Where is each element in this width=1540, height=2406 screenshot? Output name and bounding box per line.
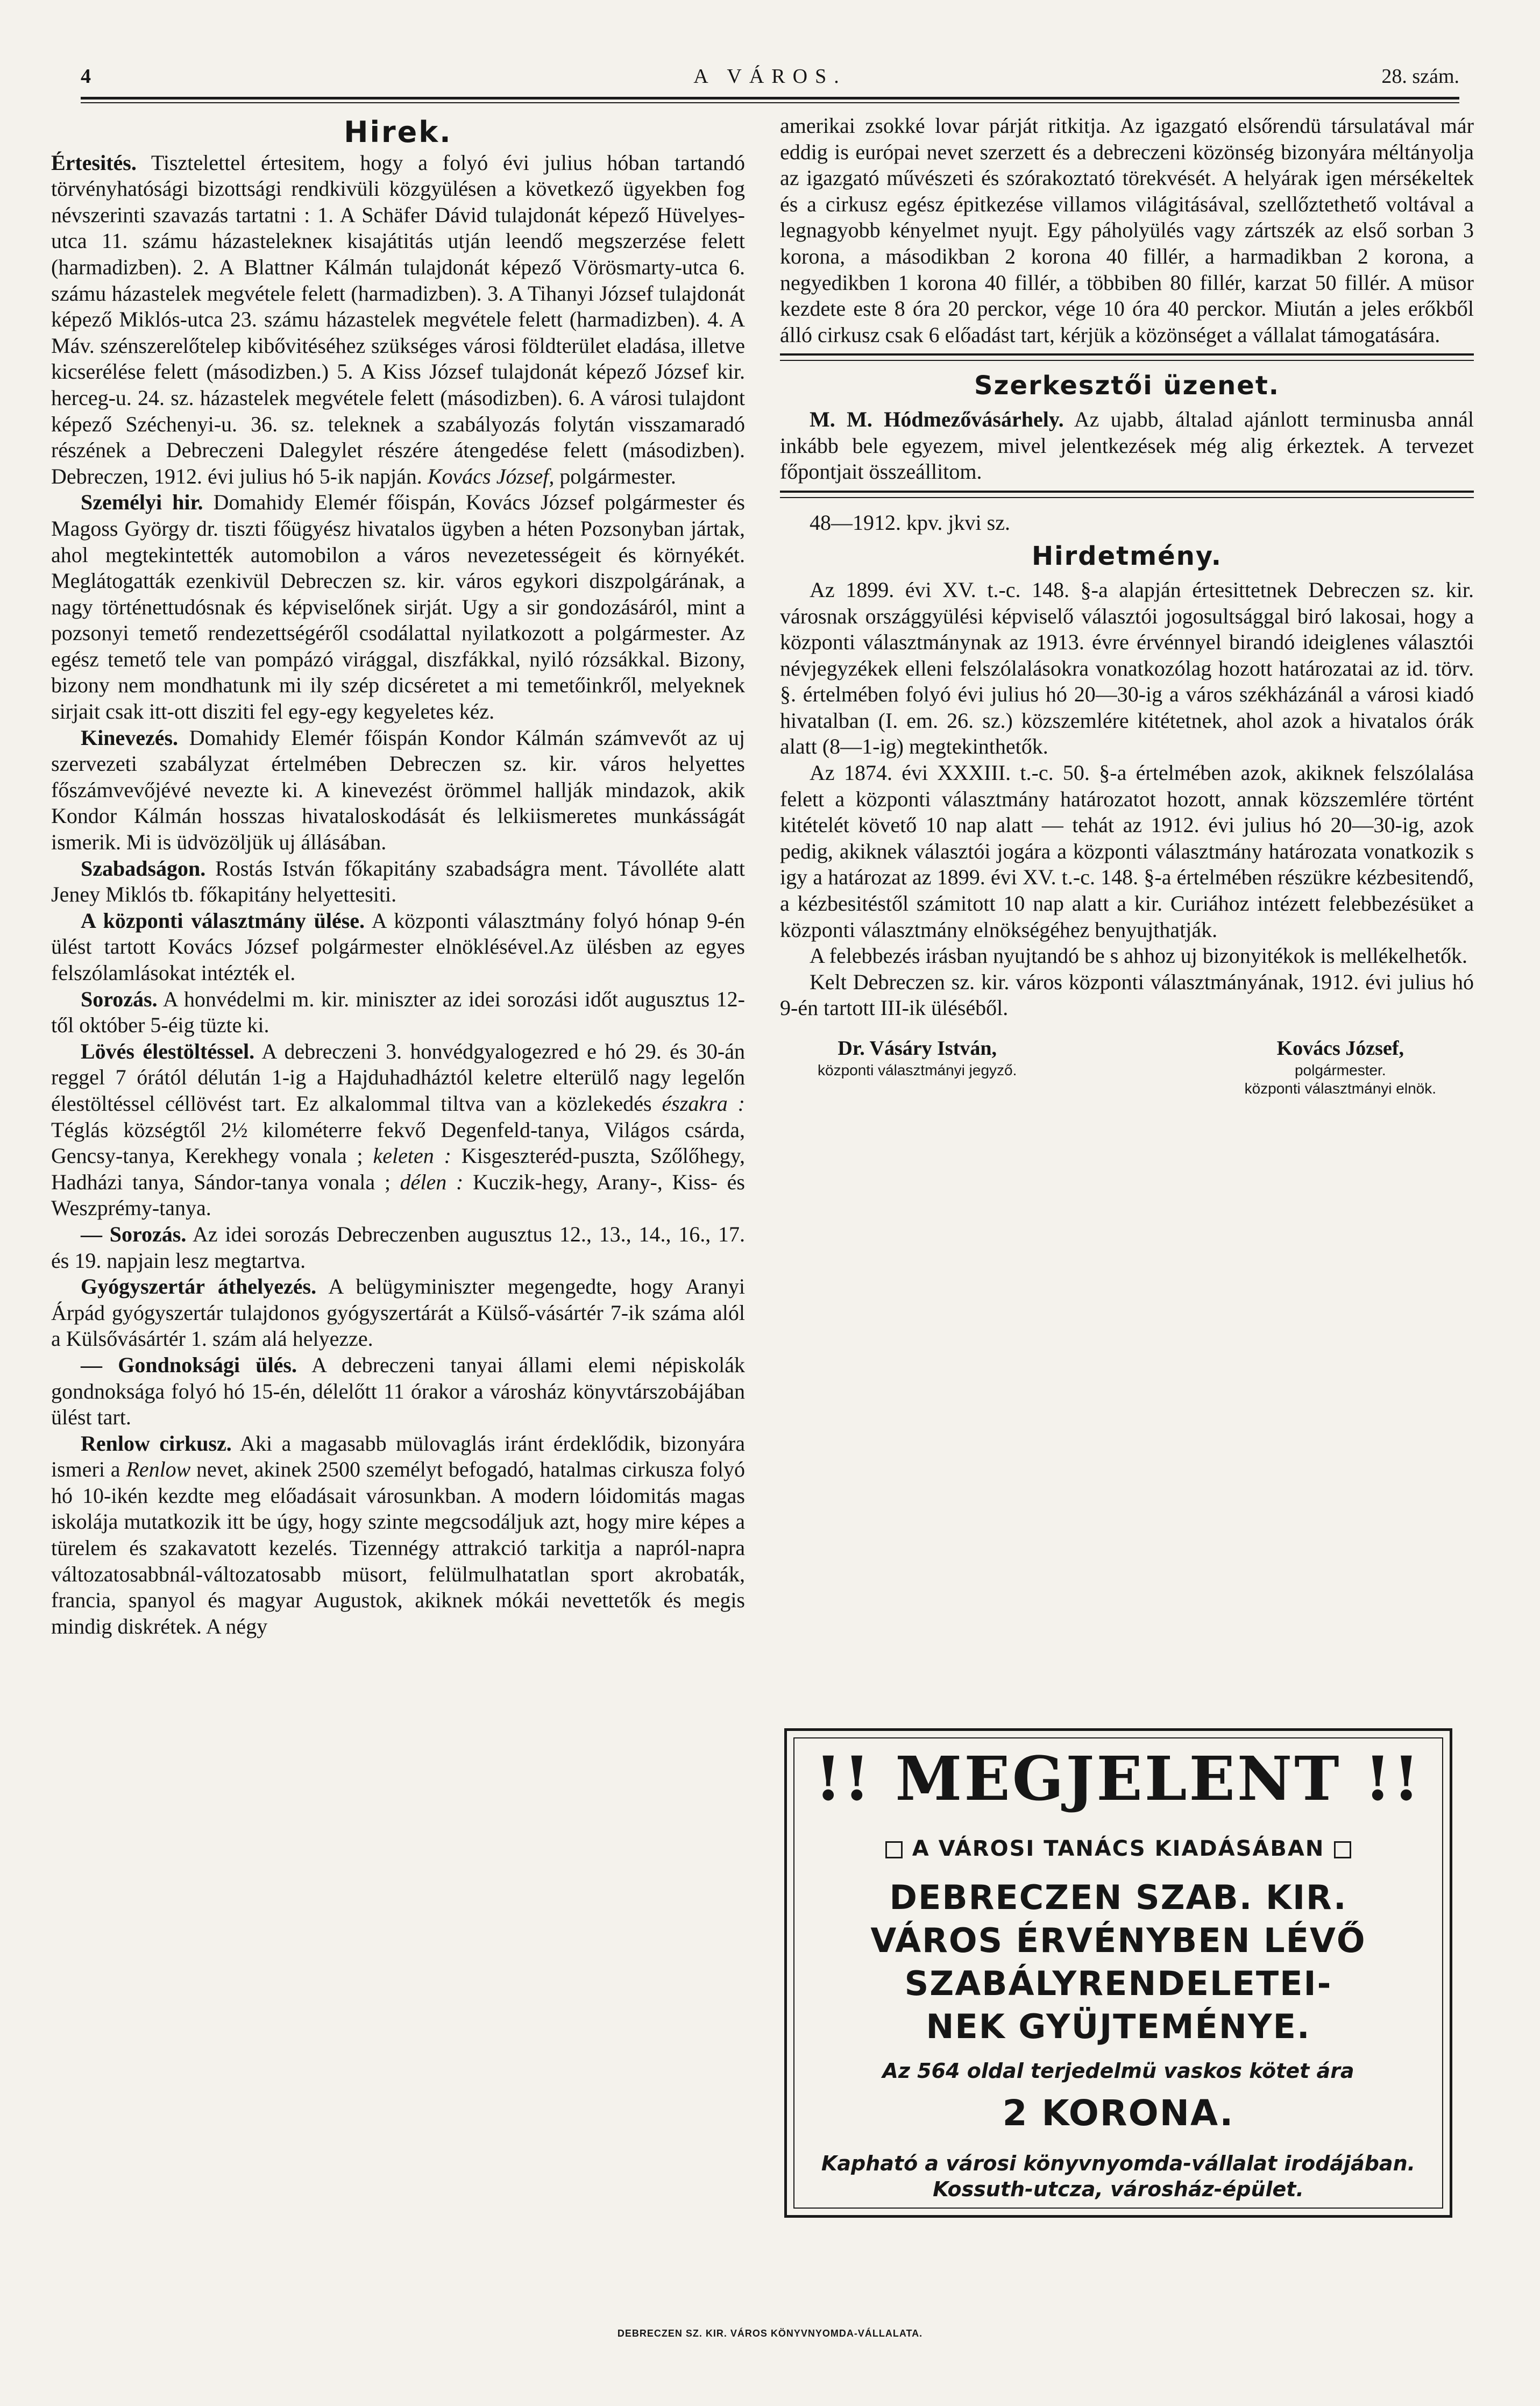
advertisement-box	[784, 1728, 1452, 2218]
issue-number: 28. szám.	[1381, 65, 1459, 88]
notice-paragraph: Kelt Debreczen sz. kir. város központi választmányának, 1912. évi julius hó 9-én tartott III-ik üléséből.	[780, 969, 1474, 1020]
ad-price: 2 KORONA.	[1002, 2092, 1234, 2134]
news-item: Renlow cirkusz. Aki a magasabb mülovaglás iránt érdeklődik, bizonyára ismeri a Renlow nevet, akinek 2500 személyt befogadó, hatalmas cirkusza folyó hó 10-ikén kezdte meg előadásait városunkban. A modern lóidomitás magas iskolája mutatkozik itt be úgy, hogy szinte megcsodáljuk azt, hogy mire képes a türelem és szakavatott kezelés. Tizennégy attrakció tarkitja a napról-napra változatosabbnál-változatosabb müsort, felülmulhatatlan sport akrobaták, francia, spanyol és magyar Augustok, akiknek mókái nevettetők és megis mindig diskrétek. A négy	[51, 1431, 746, 1638]
printer-imprint: DEBRECZEN SZ. KIR. VÁROS KÖNYVNYOMDA-VÁLLALATA.	[617, 2328, 923, 2339]
notice-title: Hirdetmény.	[1031, 541, 1222, 572]
ad-headline: !! MEGJELENT !!	[815, 1744, 1422, 1814]
news-section-title: Hirek.	[344, 115, 452, 149]
ad-publisher: A VÁROSI TANÁCS KIADÁSÁBAN	[787, 1836, 1450, 1861]
header-rule	[81, 97, 1459, 100]
square-bullet-icon	[1334, 1841, 1351, 1858]
ad-where-to-buy: Kapható a városi könyvnyomda-vállalat irodájában. Kossuth-utcza, városház-épület.	[821, 2152, 1416, 2201]
news-item: Sorozás. A honvédelmi m. kir. miniszter az idei sorozási időt augusztus 12-től október 5-éig tüzte ki.	[51, 986, 745, 1038]
header-rule-thin	[81, 102, 1459, 103]
ad-book-title: DEBRECZEN SZAB. KIR. VÁROS ÉRVÉNYBEN LÉVŐ SZABÁLYRENDELETEI- NEK GYÜJTEMÉNYE.	[870, 1878, 1366, 2046]
notice-signatures	[780, 1035, 1474, 1098]
editor-section-title: Szerkesztői üzenet.	[974, 371, 1280, 401]
square-bullet-icon	[885, 1841, 903, 1858]
news-item: Lövés élestöltéssel. A debreczeni 3. honvédgyalogezred e hó 29. és 30-án reggel 7 órától délután 1-ig a Hajduhadháztól keletre elterülő nagy legelőn élestöltéssel céllövést tart. Ez alkalommal tiltva van a közlekedés északra : Téglás községtől 2½ kilométerre fekvő Degenfeld-tanya, Világos csárda, Gencsy-tanya, Kerekhegy vonala ; keleten : Kisgeszteréd-puszta, Szőlőhegy, Hadházi tanya, Sándor-tanya vonala ; délen : Kuczik-hegy, Arany-, Kiss- és Weszprémy-tanya.	[51, 1039, 746, 1220]
section-rule-thin	[780, 497, 1474, 498]
news-item: Személyi hir. Domahidy Elemér főispán, Kovács József polgármester és Magoss György dr. tiszti főügyész hivatalos ügyben a héten Pozsonyban jártak, ahol megtekintették automobilon a város nevezetességeit és környékét. Meglátogatták ezenkivül Debreczen sz. kir. város egykori diszpolgárának, a nagy történettudósnak és képviselőnek sirját. Ugy a sir gondozásáról, mint a pozsonyi temető rendezettségéről csodálattal nyilatkozott a polgármester. Az egész temető tele van pompázó virággal, diszfákkal, nyiló rózsákkal. Bizony, bizony nem mondhatunk mi ily szép dicséretet a mi temetőinkről, melyeknek sirjait csak itt-ott disziti fel egy-egy kegyeletes kéz.	[51, 490, 745, 724]
section-rule	[780, 353, 1474, 356]
newspaper-title: A VÁROS.	[693, 65, 847, 88]
page-header	[81, 65, 1459, 97]
page-number: 4	[81, 65, 91, 88]
news-item: A központi választmány ülése. A központi választmány folyó hónap 9-én ülést tartott Kovács József polgármester elnöklésével.Az ülésben az egyes felszólamlásokat intézték el.	[51, 908, 746, 985]
notice-paragraph: A felebbezés irásban nyujtandó be s ahhoz uj bizonyitékok is mellékelhetők.	[810, 943, 1467, 968]
section-rule	[780, 491, 1474, 493]
signature-right: Kovács József, polgármester. központi választmányi elnök.	[1244, 1037, 1436, 1097]
ad-description: Az 564 oldal terjedelmü vaskos kötet ára	[882, 2059, 1354, 2083]
notice-reference: 48—1912. kpv. jkvi sz.	[810, 510, 1010, 535]
news-item: — Sorozás. Az idei sorozás Debreczenben augusztus 12., 13., 14., 16., 17. és 19. napjain lesz megtartva.	[51, 1222, 745, 1273]
left-column	[51, 113, 745, 1640]
circus-continuation: amerikai zsokké lovar párját ritkitja. Az igazgató elsőrendü társulatával már eddig is európai nevet szerzett és a debreczeni közönség bizonyára méltányolja az igazgató művészeti és szórakoztató törekvését. A helyárak igen mérsékeltek és a cirkusz egész épitkezése villamos világitásával, szellőztethető voltával a legnagyobb kényelmet nyujt. Egy páholyülés vagy zártszék az első sorban 3 korona, a másodikban 2 korona 40 fillér, a harmadikban 2 korona, a negyedikben 1 korona 40 fillér, a többiben 80 fillér, karzat 50 fillér. A müsor kezdete este 8 óra 20 perckor, vége 10 óra 40 perckor. Miután a jeles erőkből álló cirkusz csak 6 előadást tart, kérjük a közönséget a vállalat támogatására.	[780, 113, 1474, 347]
right-column	[780, 113, 1474, 1098]
news-item: Kinevezés. Domahidy Elemér főispán Kondor Kálmán számvevőt az uj szervezeti szabályzat értelmében Debreczen sz. kir. város helyettes főszámvevőjévé nevezte ki. A kinevezést örömmel hallják mindazok, akik Kondor Kálmán hosszas hivataloskodását és lelkiismeretes munkásságát ismerik. Mi is üdvözöljük uj állásában.	[51, 725, 745, 855]
news-item: Értesités. Tisztelettel értesitem, hogy a folyó évi julius hóban tartandó törvényhatósági bizottsági rendkivüli közgyülésen a következő ügyekben fog névszerinti szavazás tartatni : 1. A Schäfer Dávid tulajdonát képező Hüvelyes-utca 11. számu házastelekneк kisajátitás utján leendő megszerzése felett (harmadizben). 2. A Blattner Kálmán tulajdonát képező Vörösmarty-utca 6. számu házastelek megvétele felett (harmadizben). 3. A Tihanyi József tulajdonát képező Miklós-utca 23. számu házastelek megvétele felett (harmadizben). 4. A Máv. szénszerelőtelep kibővitéséhez szükséges városi földterület eladása, illetve kicserélése felett (másodizben.) 5. A Kiss József tulajdonát képező József kir. herceg-u. 24. sz. házastelek megvétele felett (másodizben). 6. A városi tulajdont képező Széchenyi-u. 36. sz. teleknek a szabályozás folytán visszamaradó részének a Debreczeni Dalegylet részére átengedése felett (másodizben). Debreczen, 1912. évi julius hó 5-ik napján. Kovács József, polgármester.	[51, 150, 745, 488]
news-item: — Gondnoksági ülés. A debreczeni tanyai állami elemi népiskolák gondnoksága folyó hó 15-én, délelőtt 11 órakor a városház könyvtárszobájában ülést tart.	[51, 1352, 745, 1430]
news-item: Gyógyszertár áthelyezés. A belügyminiszter megengedte, hogy Aranyi Árpád gyógyszertár tulajdonos gyógyszertárát a Külső-vásártér 7-ik száma alól a Külsővásártér 1. szám alá helyezze.	[51, 1274, 745, 1351]
section-rule-thin	[780, 360, 1474, 361]
notice-paragraph: Az 1899. évi XV. t.-c. 148. §-a alapján értesittetnek Debreczen sz. kir. városnak országgyülési képviselő választói jogosultsággal biró lakosai, hogy a központi választmánynak az 1913. évre érvénnyel birandó ideiglenes választói névjegyzékek elleni felszólalásokra vonatkozólag hozott határozatai az id. törv. §. értelmében folyó évi julius hó 20—30-ig a város székházánál a városi kiadó hivatalban (I. em. 26. sz.) közszemlére kitétetnek, ahol azok a hivatalos órák alatt (8—1-ig) megtekinthetők.	[780, 577, 1474, 759]
signature-left: Dr. Vásáry István, központi választmányi jegyző.	[818, 1037, 1017, 1078]
news-item: Szabadságon. Rostás István főkapitány szabadságra ment. Távolléte alatt Jeney Miklós tb. főkapitány helyettesiti.	[51, 856, 745, 907]
notice-paragraph: Az 1874. évi XXXIII. t.-c. 50. §-a értelmében azok, akiknek felszólalása felett a központi választmány határozatot hozott, annak közszemlére történt kitételét követő 10 nap alatt — tehát az 1912. évi julius hó 20—30-ig, azok pedig, akiknek választói jogára a központi választmány határozata vonatkozik s igy a határozat az 1899. évi XV. t.-c. 148. §-a értelmében részükre kézbesitendő, a kézbesitéstől számitott 10 nap alatt a kir. Curiához intézett felebbezésüket a központi választmány elnökségéhez benyujthatják.	[780, 761, 1474, 942]
editor-message: M. M. Hódmezővásárhely. Az ujabb, általad ajánlott terminusba annál inkább bele egyezem, mivel jelentkezések még alig érkeztek. A tervezet főpontjait összeállitom.	[780, 407, 1474, 484]
